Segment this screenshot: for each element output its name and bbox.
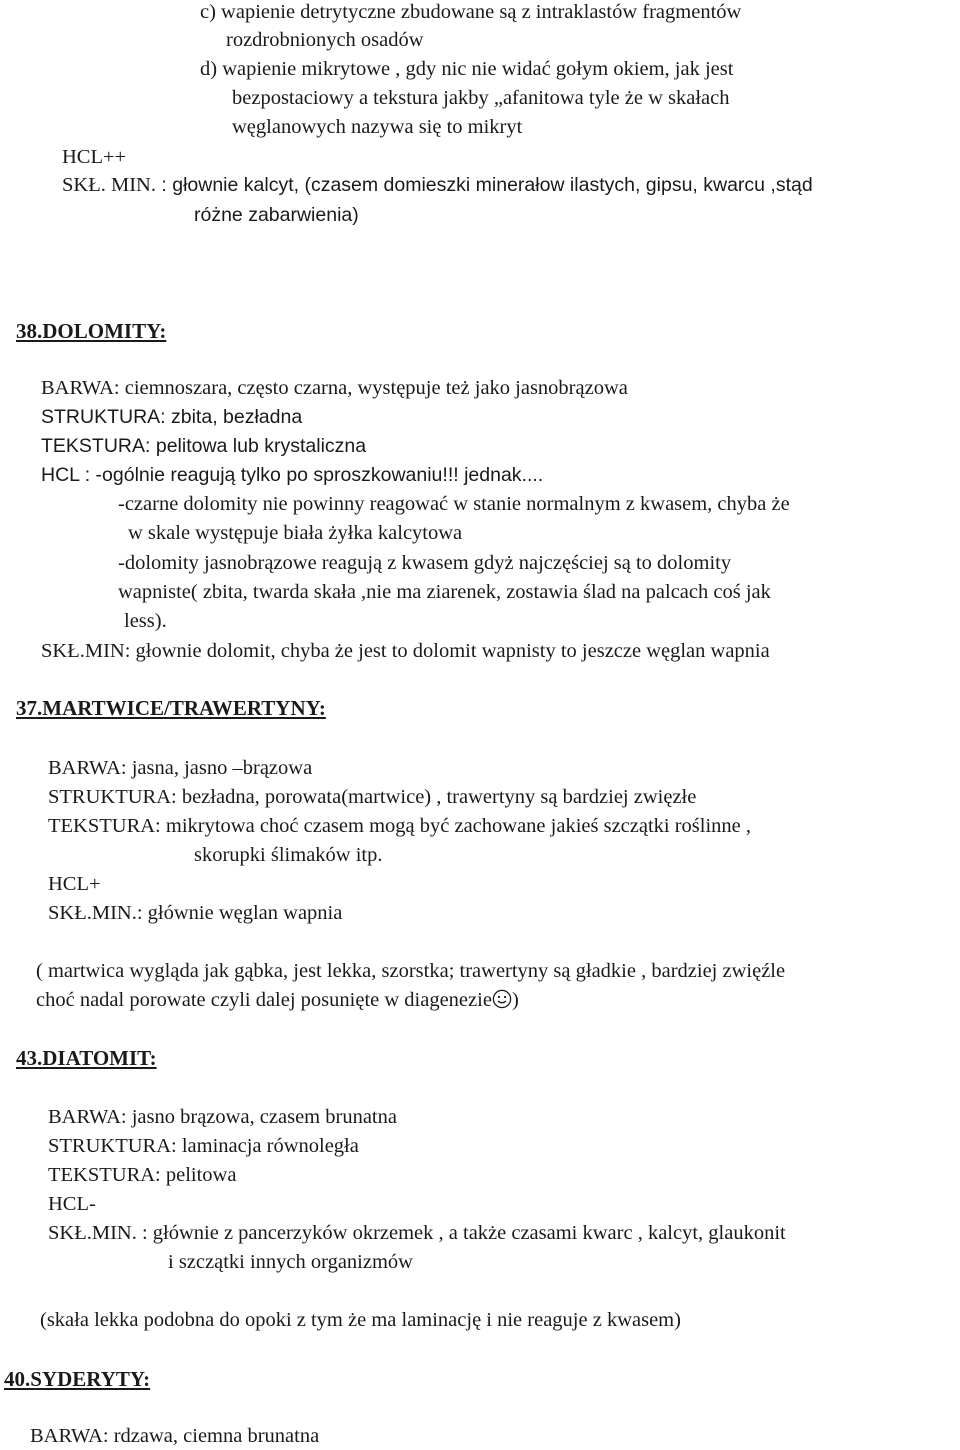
martwice-tekstura-line1: TEKSTURA: mikrytowa choć czasem mogą być zachowane jakieś szczątki roślinne ,: [48, 815, 752, 837]
diatomit-barwa: BARWA: jasno brązowa, czasem brunatna: [48, 1106, 397, 1128]
dolomity-bullet1-cont: w skale występuje biała żyłka kalcytowa: [128, 522, 463, 544]
intro-skl-text: : głownie kalcyt, (czasem domieszki minerałow ilastych, gipsu, kwarcu ,stąd: [155, 174, 813, 196]
martwice-barwa: BARWA: jasna, jasno –brązowa: [48, 757, 313, 779]
intro-d-line3: węglanowych nazywa się to mikryt: [232, 116, 523, 138]
intro-c-line2: rozdrobnionych osadów: [226, 29, 424, 51]
dolomity-barwa: BARWA: ciemnoszara, często czarna, występuje też jako jasnobrązowa: [41, 377, 628, 399]
syderyty-barwa: BARWA: rdzawa, ciemna brunatna: [30, 1425, 320, 1447]
intro-d-line1: d) wapienie mikrytowe , gdy nic nie widać gołym okiem, jak jest: [200, 58, 734, 80]
martwice-note-close: ): [511, 989, 519, 1011]
diatomit-tekstura: TEKSTURA: pelitowa: [48, 1164, 237, 1186]
intro-c-line1: c) wapienie detrytyczne zbudowane są z intraklastów fragmentów: [200, 1, 742, 23]
intro-hcl: HCL++: [62, 146, 127, 168]
intro-skl-line1: [62, 173, 813, 197]
martwice-skl: SKŁ.MIN.: głównie węglan wapnia: [48, 902, 343, 924]
martwice-note-line1: ( martwica wygląda jak gąbka, jest lekka, szorstka; trawertyny są gładkie , bardziej zwięźle: [36, 960, 786, 982]
martwice-hcl: HCL+: [48, 873, 101, 895]
intro-skl-label: SKŁ. MIN.: [62, 174, 156, 196]
martwice-heading: 37.MARTWICE/TRAWERTYNY:: [16, 696, 326, 720]
dolomity-skl: SKŁ.MIN: głownie dolomit, chyba że jest to dolomit wapnisty to jeszcze węglan wapnia: [41, 640, 770, 662]
dolomity-bullet2-cont: wapniste( zbita, twarda skała ,nie ma ziarenek, zostawia ślad na palcach coś jak: [118, 581, 771, 603]
dolomity-struktura: STRUKTURA: zbita, bezładna: [41, 406, 303, 428]
diatomit-hcl: HCL-: [48, 1193, 96, 1215]
martwice-note-line2: [36, 988, 519, 1012]
martwice-tekstura-line2: skorupki ślimaków itp.: [194, 844, 383, 866]
martwice-note-text: choć nadal porowate czyli dalej posunięte w diagenezie: [36, 989, 492, 1011]
diatomit-heading: 43.DIATOMIT:: [16, 1046, 157, 1070]
diatomit-struktura: STRUKTURA: laminacja równoległa: [48, 1135, 359, 1157]
dolomity-tekstura: TEKSTURA: pelitowa lub krystaliczna: [41, 435, 367, 457]
diatomit-note: (skała lekka podobna do opoki z tym że ma laminację i nie reaguje z kwasem): [40, 1309, 681, 1331]
martwice-struktura: STRUKTURA: bezładna, porowata(martwice) , trawertyny są bardziej zwięzłe: [48, 786, 697, 808]
dolomity-bullet2: -dolomity jasnobrązowe reagują z kwasem gdyż najczęściej są to dolomity: [118, 552, 732, 574]
dolomity-hcl: HCL : -ogólnie reagują tylko po sproszkowaniu!!! jednak....: [41, 464, 544, 486]
diatomit-skl-line1: SKŁ.MIN. : głównie z pancerzyków okrzemek , a także czasami kwarc , kalcyt, glaukonit: [48, 1222, 786, 1244]
smiley-icon: [492, 989, 512, 1009]
syderyty-heading: 40.SYDERYTY:: [4, 1367, 151, 1391]
dolomity-bullet1: -czarne dolomity nie powinny reagować w stanie normalnym z kwasem, chyba że: [118, 493, 790, 515]
intro-d-line2: bezpostaciowy a tekstura jakby „afanitowa tyle że w skałach: [232, 87, 730, 109]
intro-skl-line2: różne zabarwienia): [194, 204, 359, 226]
dolomity-bullet2-end: less).: [124, 610, 167, 632]
diatomit-skl-line2: i szczątki innych organizmów: [168, 1251, 413, 1273]
dolomity-heading: 38.DOLOMITY:: [16, 319, 167, 343]
